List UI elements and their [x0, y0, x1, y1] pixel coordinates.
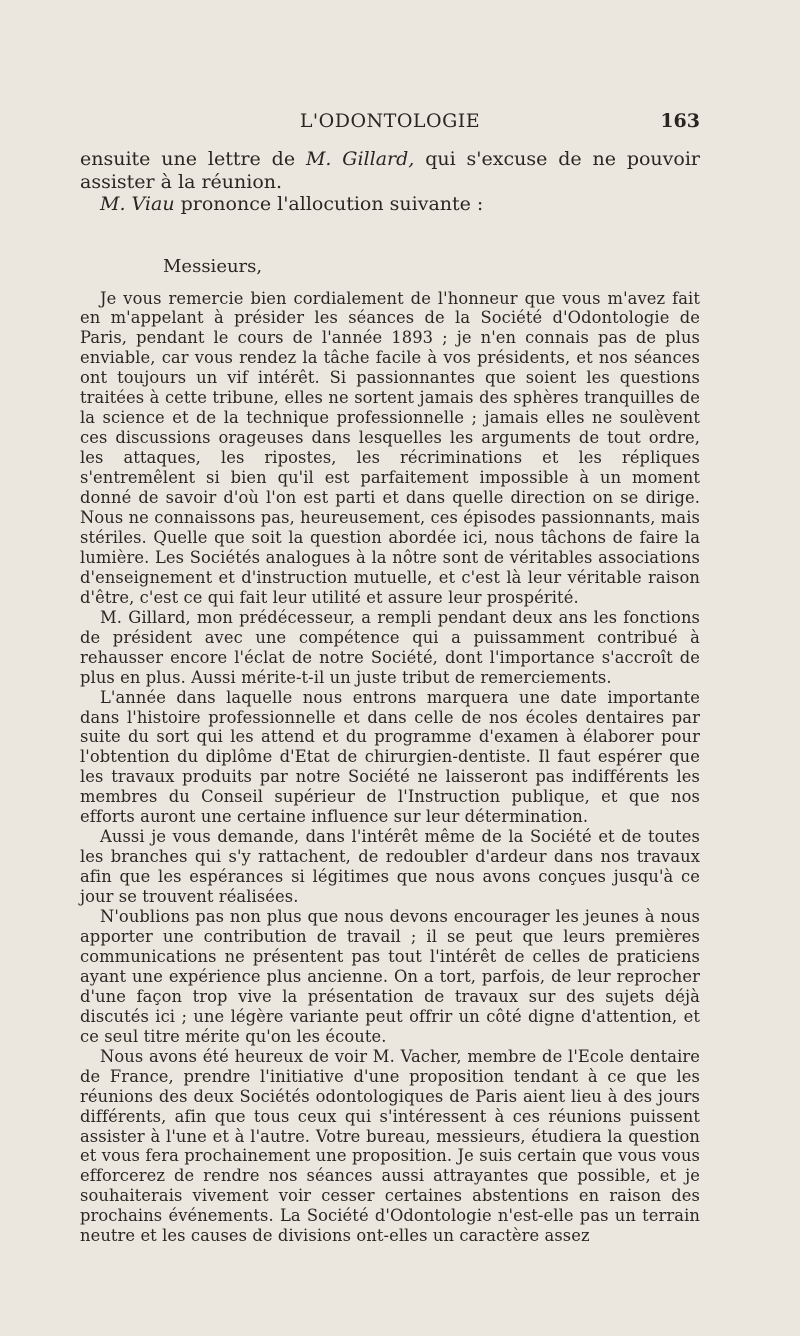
person-name: M. Viau: [100, 193, 175, 215]
speech-paragraph: Aussi je vous demande, dans l'intérêt même de la Société et de toutes les branches qui s'y rattachent, de redoubler d'ardeur dans nos travaux afin que les espérances si légitimes que nous avons conçues jusqu'à ce jour se trouvent réalisées.: [80, 827, 700, 907]
speech: [80, 289, 700, 1247]
intro: [80, 148, 700, 216]
speech-paragraph: L'année dans laquelle nous entrons marquera une date importante dans l'histoire professionnelle et dans celle de nos écoles dentaires par suite du sort qui les attend et du programme d'examen à élaborer pour l'obtention du diplôme d'Etat de chirurgien-dentiste. Il faut espérer que les travaux produits par notre Société ne laisseront pas indifférents les membres du Conseil supérieur de l'Instruction publique, et que nos efforts auront une certaine influence sur leur détermination.: [80, 687, 700, 827]
intro-text: prononce l'allocution suivante :: [174, 193, 484, 215]
salutation: Messieurs,: [163, 255, 263, 277]
article-body: [80, 148, 700, 1246]
intro-text: qui s'excuse de ne pouvoir assister à la réunion.: [80, 148, 700, 193]
intro-paragraph: [80, 193, 700, 216]
page-header: [80, 110, 700, 138]
person-name: M. Gillard,: [305, 148, 415, 170]
intro-text: ensuite une lettre de: [80, 148, 306, 170]
speech-paragraph: N'oublions pas non plus que nous devons encourager les jeunes à nous apporter une contribution de travail ; il se peut que leurs premières communications ne présentent pas tout l'intérêt de celles de praticiens ayant une expérience plus ancienne. On a tort, parfois, de leur reprocher d'une façon trop vive la présentation de travaux sur des sujets déjà discutés ici ; une légère variante peut offrir un côté digne d'attention, et ce seul titre mérite qu'on les écoute.: [80, 907, 700, 1046]
page-number: 163: [660, 110, 700, 132]
intro-paragraph: [80, 148, 700, 193]
speech-paragraph: Je vous remercie bien cordialement de l'honneur que vous m'avez fait en m'appelant à présider les séances de la Société d'Odontologie de Paris, pendant le cours de l'année 1893 ; je n'en connais pas de plus enviable, car vous rendez la tâche facile à vos présidents, et nos séances ont toujours un vif intérêt. Si passionnantes que soient les questions traitées à cette tribune, elles ne sortent jamais des sphères tranquilles de la science et de la technique professionnelle ; jamais elles ne soulèvent ces discussions orageuses dans lesquelles les arguments de tout ordre, les attaques, les ripostes, les récriminations et les répliques s'entremêlent si bien qu'il est parfaitement impossible à un moment donné de savoir d'où l'on est parti et dans quelle direction on se dirige. Nous ne connaissons pas, heureusement, ces épisodes passionnants, mais stériles. Quelle que soit la question abordée ici, nous tâchons de faire la lumière. Les Sociétés analogues à la nôtre sont de véritables associations d'enseignement et d'instruction mutuelle, et c'est là leur véritable raison d'être, c'est ce qui fait leur utilité et assure leur prospérité.: [80, 288, 700, 607]
running-title: L'ODONTOLOGIE: [299, 110, 481, 132]
speech-paragraph: Nous avons été heureux de voir M. Vacher, membre de l'Ecole dentaire de France, prendre l'initiative d'une proposition tendant à ce que les réunions des deux Sociétés odontologiques de Paris aient lieu à des jours différents, afin que tous ceux qui s'intéressent à ces réunions puissent assister à l'une et à l'autre. Votre bureau, messieurs, étudiera la question et vous fera prochainement une proposition. Je suis certain que vous vous efforcerez de rendre nos séances aussi attrayantes que possible, et je souhaiterais vivement voir cesser certaines abstentions en raison des prochains événements. La Société d'Odontologie n'est-elle pas un terrain neutre et les causes de divisions ont-elles un caractère assez: [80, 1046, 700, 1246]
speech-paragraph: M. Gillard, mon prédécesseur, a rempli pendant deux ans les fonctions de président avec une compétence qui a puissamment contribué à rehausser encore l'éclat de notre Société, dont l'importance s'accroît de plus en plus. Aussi mérite-t-il un juste tribut de remerciements.: [80, 607, 700, 687]
